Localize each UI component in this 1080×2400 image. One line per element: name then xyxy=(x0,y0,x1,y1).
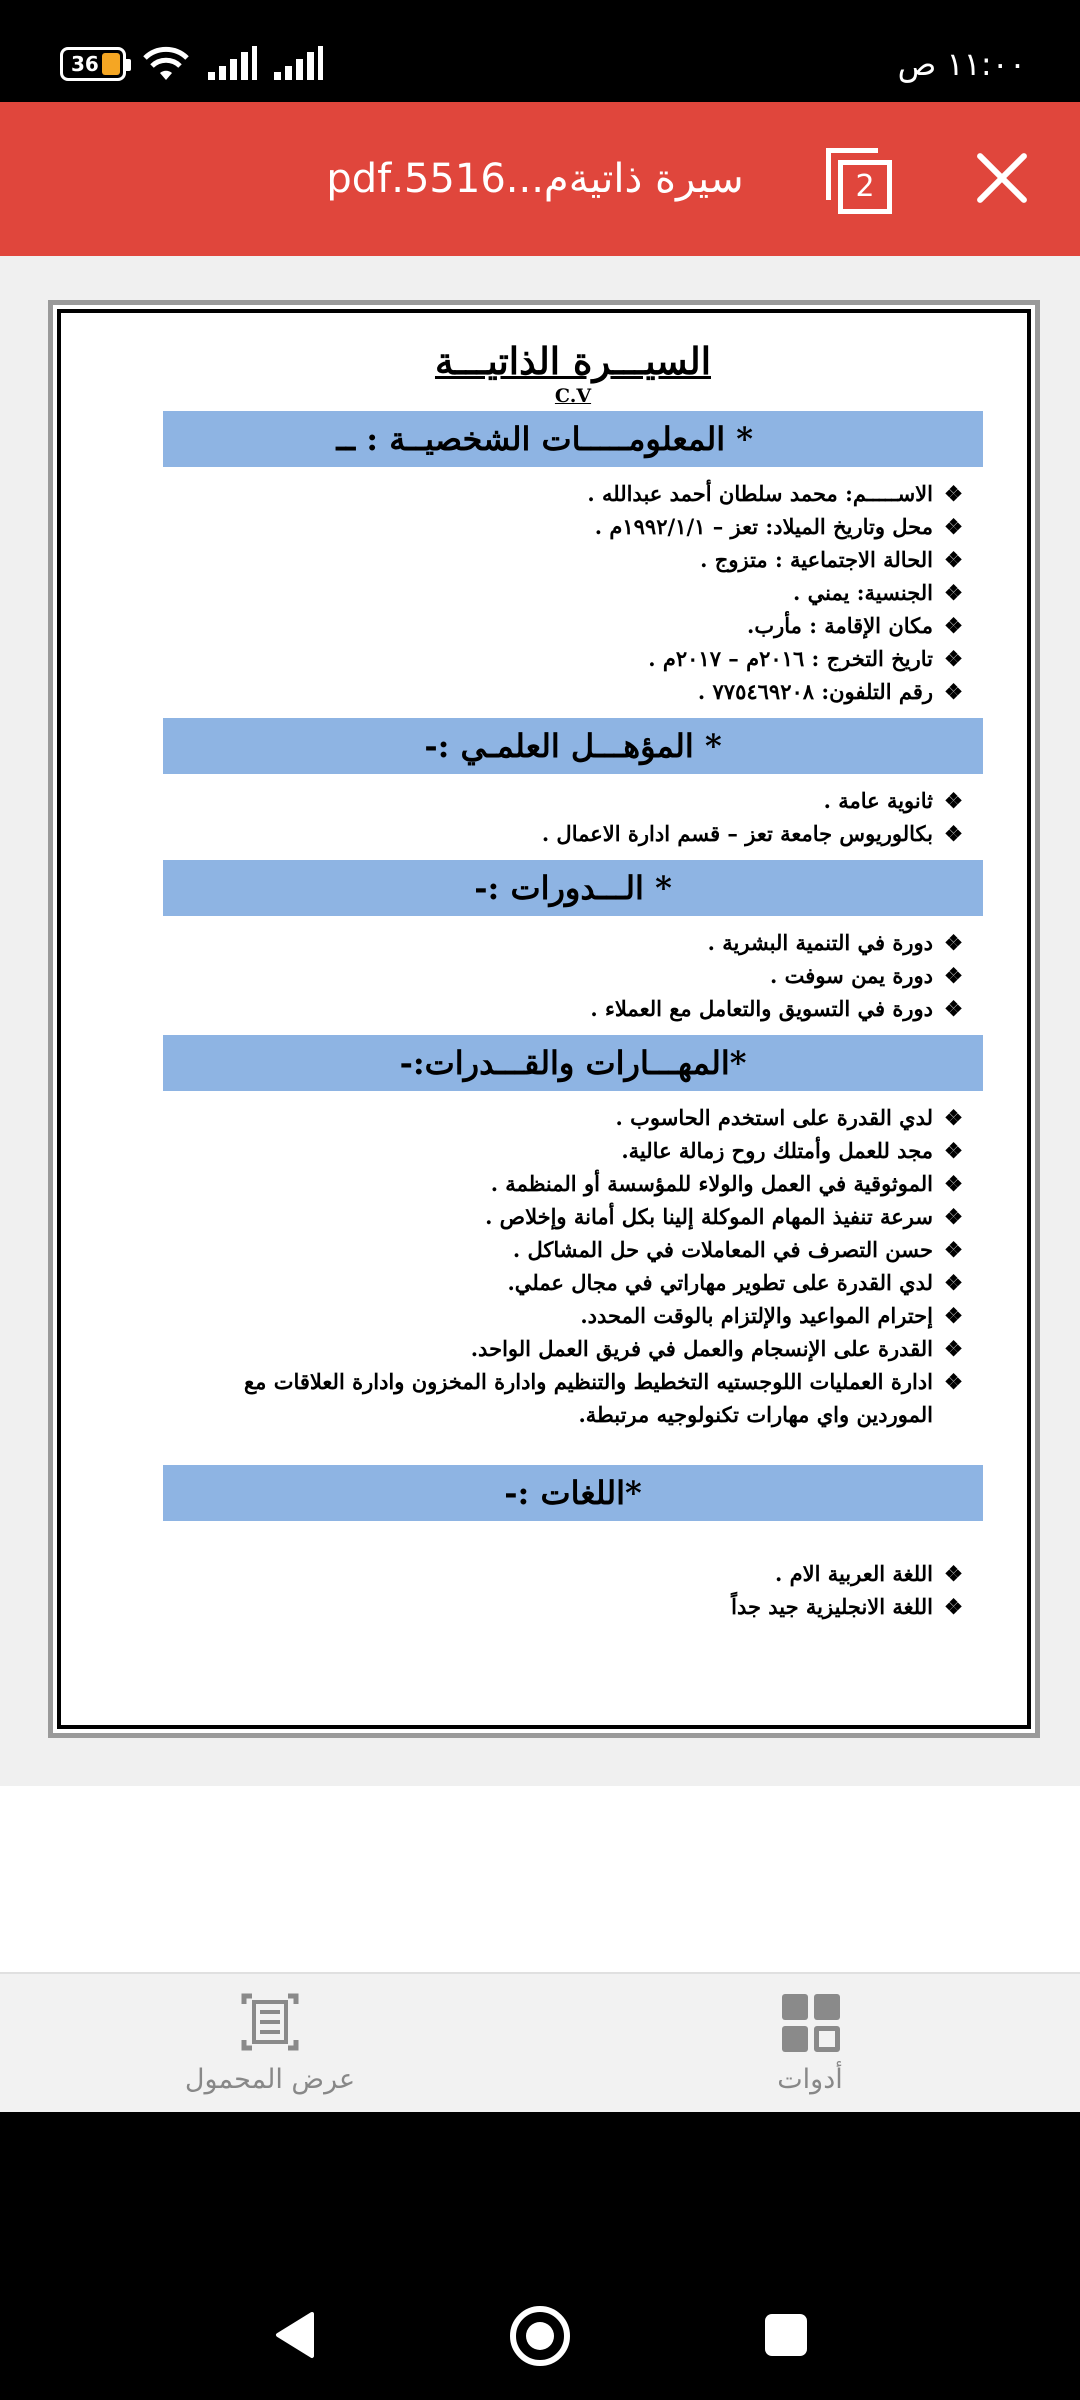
section-list-skills xyxy=(163,1101,983,1431)
tools-grid-icon xyxy=(778,1990,842,2054)
status-icons xyxy=(60,44,324,84)
close-icon[interactable] xyxy=(974,150,1030,206)
list-item: ❖ ادارة العمليات اللوجستيه التخطيط والتنظيم وادارة المخزون وادارة العلاقات مع الموردين واي مهارات تكنولوجيه مرتبطة. xyxy=(163,1365,963,1431)
status-bar xyxy=(0,0,1080,102)
section-heading-courses: * الـــدورات :- xyxy=(163,860,983,916)
tools-button[interactable] xyxy=(680,1990,940,2095)
list-item: ❖ الحالة الاجتماعية : متزوج . xyxy=(163,543,963,576)
list-item: ❖ دورة يمن سوفت . xyxy=(163,959,963,992)
pdf-page[interactable] xyxy=(48,300,1040,1738)
battery-level: 36 xyxy=(71,52,99,76)
list-item: ❖ الاســـــم: محمد سلطان أحمد عبدالله . xyxy=(163,477,963,510)
list-item: ❖ بكالوريوس جامعة تعز – قسم ادارة الاعمال . xyxy=(163,817,963,850)
list-item: ❖ إحترام المواعيد والإلتزام بالوقت المحدد. xyxy=(163,1299,963,1332)
page-count-label: 2 xyxy=(838,160,892,214)
cv-content xyxy=(163,337,983,1633)
page-border xyxy=(57,309,1031,1729)
section-list-personal xyxy=(163,477,983,708)
list-item: ❖ مجد للعمل وأمتلك روح زمالة عالية. xyxy=(163,1134,963,1167)
section-heading-personal: * المعلومـــــات الشخصيــة : ــ xyxy=(163,411,983,467)
document-title: سيرة ذاتيةم...5516.pdf xyxy=(326,156,744,202)
status-time: ١١:٠٠ ص xyxy=(897,45,1026,83)
list-item: ❖ الجنسية: يمني . xyxy=(163,576,963,609)
list-item: ❖ رقم التلفون: ٧٧٥٤٦٩٢٠٨ . xyxy=(163,675,963,708)
section-list-courses xyxy=(163,926,983,1025)
cv-subtitle: C.V xyxy=(554,385,592,407)
wifi-icon xyxy=(140,44,192,84)
nav-back-icon[interactable] xyxy=(272,2310,318,2360)
signal-icon-2 xyxy=(272,46,324,82)
list-item: ❖ اللغة الانجليزية جيد جداً xyxy=(163,1590,963,1623)
viewer-canvas[interactable] xyxy=(0,256,1080,1786)
list-item: ❖ سرعة تنفيذ المهام الموكلة إلينا بكل أمانة وإخلاص . xyxy=(163,1200,963,1233)
section-list-languages xyxy=(163,1557,983,1623)
cv-title: السيـــرة الذاتيـــة xyxy=(434,339,711,383)
nav-recents-icon[interactable] xyxy=(765,2314,807,2356)
list-item: ❖ حسن التصرف في المعاملات في حل المشاكل . xyxy=(163,1233,963,1266)
section-list-education xyxy=(163,784,983,850)
section-heading-skills: *المهـــارات والقـــدرات:- xyxy=(163,1035,983,1091)
tools-label: أدوات xyxy=(777,2064,843,2095)
list-item: ❖ محل وتاريخ الميلاد: تعز – ١٩٩٢/١/١م . xyxy=(163,510,963,543)
viewer-toolbar xyxy=(0,102,1080,256)
nav-home-icon[interactable] xyxy=(510,2306,570,2366)
list-item: ❖ دورة في التسويق والتعامل مع العملاء . xyxy=(163,992,963,1025)
view-mode-label: عرض المحمول xyxy=(184,2064,356,2095)
view-mode-button[interactable] xyxy=(140,1990,400,2095)
bottom-action-bar xyxy=(0,1972,1080,2112)
list-item: ❖ لدي القدرة على تطوير مهاراتي في مجال عملي. xyxy=(163,1266,963,1299)
list-item: ❖ الموثوقية في العمل والولاء للمؤسسة أو المنظمة . xyxy=(163,1167,963,1200)
section-heading-languages: *اللغات :- xyxy=(163,1465,983,1521)
list-item: ❖ ثانوية عامة . xyxy=(163,784,963,817)
signal-icon xyxy=(206,46,258,82)
page-count-button[interactable] xyxy=(826,148,892,214)
list-item: ❖ لدي القدرة على استخدم الحاسوب . xyxy=(163,1101,963,1134)
list-item: ❖ تاريخ التخرج : ٢٠١٦م – ٢٠١٧م . xyxy=(163,642,963,675)
list-item: ❖ اللغة العربية الام . xyxy=(163,1557,963,1590)
list-item: ❖ القدرة على الإنسجام والعمل في فريق العمل الواحد. xyxy=(163,1332,963,1365)
section-heading-education: * المؤهـــل العلمـي :- xyxy=(163,718,983,774)
mobile-view-icon xyxy=(238,1990,302,2054)
document-viewer[interactable] xyxy=(0,256,1080,1972)
battery-icon xyxy=(60,47,126,81)
list-item: ❖ دورة في التنمية البشرية . xyxy=(163,926,963,959)
list-item: ❖ مكان الإقامة : مأرب. xyxy=(163,609,963,642)
